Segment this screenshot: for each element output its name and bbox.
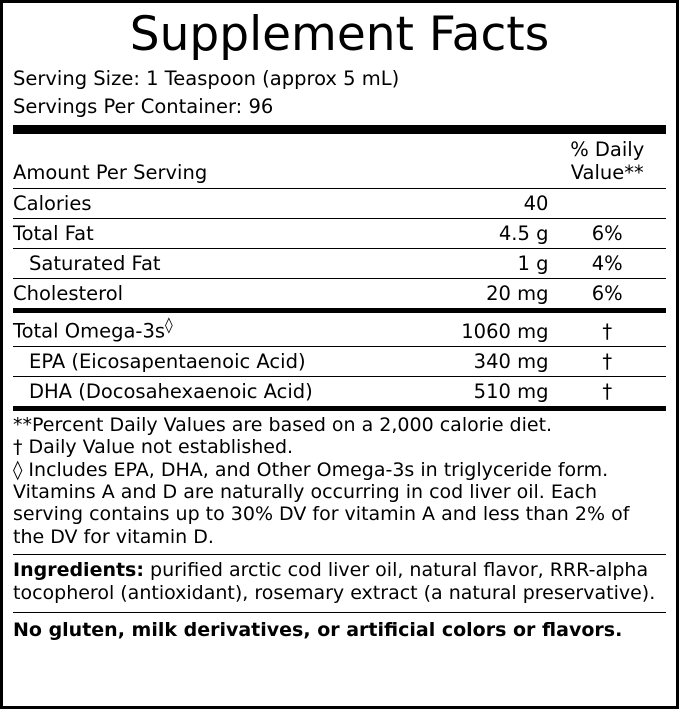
row-label: Cholesterol xyxy=(13,282,124,306)
row-amount: 4.5 g xyxy=(379,219,549,249)
diamond-marker-icon: ◊ xyxy=(165,316,173,335)
row-label: Calories xyxy=(13,189,379,219)
divider-thick-top xyxy=(13,125,666,134)
table-row xyxy=(13,189,666,219)
table-header-row xyxy=(13,134,666,189)
row-daily-value: 6% xyxy=(591,282,623,306)
row-daily-value xyxy=(548,189,666,219)
header-spacer xyxy=(379,134,549,189)
row-daily-value: † xyxy=(548,313,666,346)
row-daily-value: † xyxy=(548,346,666,376)
row-label xyxy=(13,313,379,346)
nutrition-table xyxy=(13,134,666,308)
table-row xyxy=(13,346,666,376)
row-amount: 510 mg xyxy=(473,379,549,403)
no-gluten-statement: No gluten, milk derivatives, or artificial colors or flavors. xyxy=(13,618,623,641)
amount-per-serving-header: Amount Per Serving xyxy=(13,134,379,189)
row-amount: 1 g xyxy=(379,249,549,279)
table-row xyxy=(13,219,666,249)
row-daily-value: 4% xyxy=(548,249,666,279)
footnote-vitamins: Vitamins A and D are naturally occurring in cod liver oil. Each serving contains up to 30% DV for vitamin A and less than 2% of the DV for vitamin D. xyxy=(13,481,630,548)
servings-per-container: Servings Per Container: 96 xyxy=(13,94,274,118)
footnotes xyxy=(13,411,666,548)
footnote-dagger: † Daily Value not established. xyxy=(13,436,294,459)
footnote-percent-dv: **Percent Daily Values are based on a 2,000 calorie diet. xyxy=(13,413,553,436)
row-label-text: Total Omega-3s xyxy=(13,319,166,343)
row-amount: 1060 mg xyxy=(379,313,549,346)
table-row xyxy=(13,376,666,406)
row-label: Total Fat xyxy=(13,219,379,249)
ingredients-text: purified arctic cod liver oil, natural flavor, RRR-alpha tocopherol (antioxidant), rosemary extract (a natural preservative). xyxy=(13,559,656,605)
row-amount: 20 mg xyxy=(486,282,549,306)
table-row xyxy=(13,279,666,309)
table-row xyxy=(13,249,666,279)
row-amount: 340 mg xyxy=(379,346,549,376)
row-daily-value: 6% xyxy=(548,219,666,249)
daily-value-header: % Daily Value** xyxy=(548,134,666,189)
ingredients xyxy=(13,555,666,605)
page-title: Supplement Facts xyxy=(129,7,550,62)
footnote-diamond: ◊ Includes EPA, DHA, and Other Omega-3s in triglyceride form. xyxy=(13,458,609,481)
serving-size: Serving Size: 1 Teaspoon (approx 5 mL) xyxy=(13,66,400,90)
row-label: Saturated Fat xyxy=(13,249,379,279)
ingredients-label: Ingredients: xyxy=(13,559,144,582)
omega-table xyxy=(13,313,666,406)
row-daily-value: † xyxy=(602,379,613,403)
row-label: DHA (Docosahexaenoic Acid) xyxy=(29,379,313,403)
row-amount: 40 xyxy=(379,189,549,219)
table-row xyxy=(13,313,666,346)
row-label: EPA (Eicosapentaenoic Acid) xyxy=(13,346,379,376)
